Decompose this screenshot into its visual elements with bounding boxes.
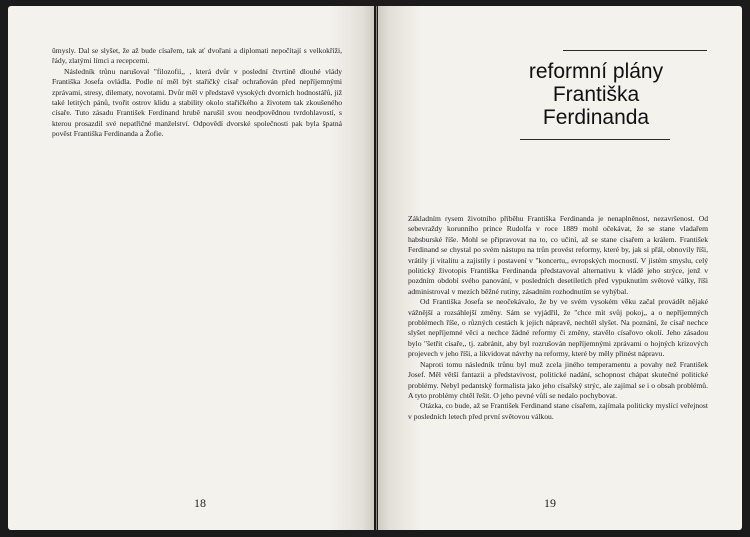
title-rule-bottom — [520, 139, 670, 140]
right-page — [378, 6, 742, 530]
paragraph: Od Františka Josefa se neočekávalo, že by ve svém vysokém věku začal provádět nějaké vážnější a rozsáhlejší změny. Sám se vyjádřil, že "chce mít svůj pokoj,, a o nepříjemných problémech říše, o různých cestách k jejich nápravě, nechtěl slyšet. Na poznání, že císař nechce slyšet nepříjemné věci a nechce žádné reformy či změny, stavělo císařovo okolí. Jeho zásadou bylo "šetřit císaře,, tj. zabránit, aby byl rozrušován nepříjemnými zprávami o hojných krizových projevech v jeho říši, a likvidovat návrhy na reformy, které by měly přinést nápravu. — [408, 297, 708, 359]
book-gutter — [376, 6, 377, 530]
paragraph: ûmysly. Dal se slyšet, že až bude císařem, tak ať dvořani a diplomati nepočítají s velkokříži, řády, zlatými límci a recepcemi. — [52, 46, 342, 66]
title-rule-top — [563, 50, 707, 51]
paragraph: Základním rysem životního příběhu Františka Ferdinanda je nenaplněnost, nezavršenost. Od sebevraždy korunního prince Rudolfa v roce 1889 mohl očekávat, že se stane vladařem habsburské říše. Mohl se připravovat na to, co učiní, až se stane císařem a králem. František Ferdinand se chystal po svém nástupu na trůn provést reformy, které by, jak si přál, obnovily říši, vrátily jí vitalitu a zajistily i postavení v "koncertu,, evropských mocností. V jistém smyslu, celý politický životopis Františka Ferdinanda představoval alternativu k vládě jeho strýce, jenž v pozdním období svého panování, v posledních desetiletích před vypuknutím světové války, říši administroval v mezích běžné rutiny, zásadním rozhodnutím se vyhýbal. — [408, 214, 708, 296]
paragraph: Následník trůnu narušoval "filozofii,, , která dvůr v poslední čtvrtině dlouhé vlády Františka Josefa ovládla. Podle ní měl být stařičký císař ochraňován před nepříjemnými zprávami, stresy, dilematy, novotami. Dvůr měl v představě vysokých dvorních hodnostářů, již také letitých pánů, tvořit ostrov klidu a stability okolo stařičkého a životem tak zkoušeného císaře. Tuto zásadu František Ferdinand hrubě narušil svou neodpovědnou tvrdohlavostí, s kterou prosazdil své nepatřičné manželství. Odpovědí dvorské společnosti pak byla špatná pověst Františka Ferdinanda a Žofie. — [52, 66, 342, 139]
left-page — [8, 6, 374, 530]
page-number-right: 19 — [544, 496, 556, 510]
chapter-title-line: reformní plány — [528, 60, 664, 83]
chapter-title-line: Ferdinanda — [542, 106, 650, 129]
chapter-title — [486, 60, 706, 129]
page-number-left: 18 — [194, 496, 206, 510]
paragraph: Naproti tomu následník trůnu byl muž zcela jiného temperamentu a povahy než František Josef. Měl větší fantazii a představivost, politické nadání, schopnost chápat skutečné politické problémy. Nebyl pedantský formalista jako jeho císařský strýc, ale zajímal se i o obsah problémů. A tyto problémy chtěl řešit. O jeho pevné vůli se nedalo pochybovat. — [408, 359, 708, 400]
right-body-text — [408, 214, 708, 422]
paragraph: Otázka, co bude, až se František Ferdinand stane císařem, zajímala politicky myslící veřejnost v posledních letech před první světovou válkou. — [408, 401, 708, 421]
chapter-title-line: Františka — [552, 83, 640, 106]
left-body-text — [52, 46, 342, 140]
